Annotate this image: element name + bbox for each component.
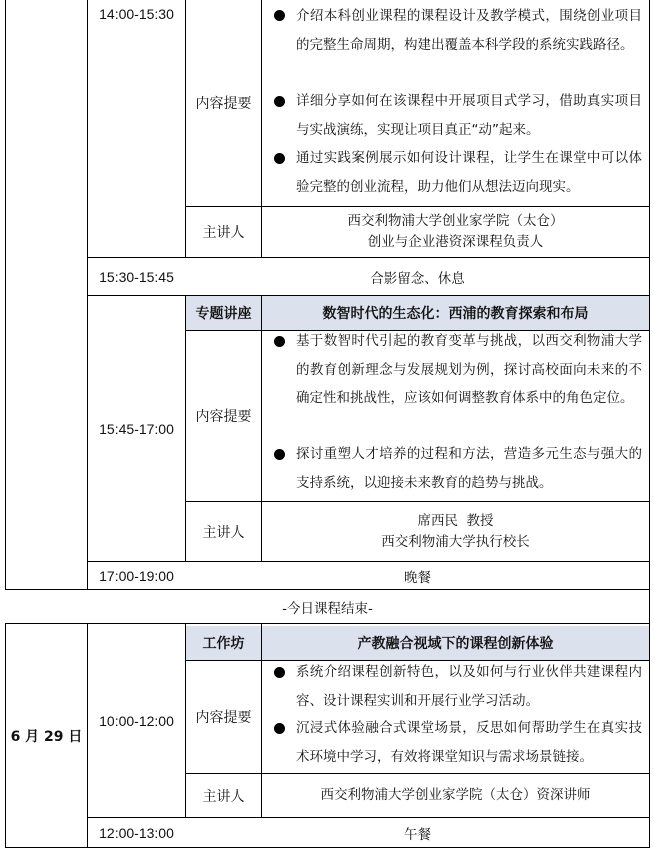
speaker-line: 西交利物浦大学创业家学院（太仓）资深讲师 [320, 787, 591, 803]
speaker-info [262, 502, 649, 561]
session-title: 产教融合视域下的课程创新体验 [357, 636, 554, 652]
time-slot: 10:00-12:00 [99, 712, 174, 729]
session-type: 专题讲座 [195, 306, 252, 322]
speaker-info [262, 207, 649, 257]
summary-bullet: 探讨重塑人才培养的过程和方法，营造多元生态与强大的支持系统，以迎接未来教育的趋势与挑战。 [296, 446, 642, 491]
activity: 合影留念、休息 [370, 270, 465, 287]
activity: 午餐 [404, 826, 431, 843]
time-slot: 15:45-17:00 [99, 420, 174, 437]
col-divider [5, 0, 6, 589]
session-type: 工作坊 [202, 636, 245, 652]
row-divider [5, 847, 650, 848]
bullet-dot [274, 10, 285, 21]
speaker-label: 主讲人 [202, 788, 245, 805]
summary-bullet: 沉浸式体验融合式课堂场景，反思如何帮助学生在真实技术环境中学习，有效将课堂知识与需求场景链接。 [296, 720, 642, 765]
speaker-info [262, 774, 649, 817]
bullet-dot [274, 723, 285, 734]
speaker-line: 席西民 教授 [417, 512, 494, 529]
content-summary-label: 内容提要 [195, 710, 252, 726]
activity: 晚餐 [404, 569, 431, 586]
content-summary-label: 内容提要 [195, 96, 252, 112]
bullet-dot [274, 336, 285, 347]
bullet-dot [274, 667, 285, 678]
session-title: 数智时代的生态化：西浦的教育探索和布局 [322, 306, 589, 322]
time-slot: 17:00-19:00 [99, 567, 174, 584]
col-divider [649, 0, 650, 848]
date-cell: 6 月 29 日 [10, 728, 83, 745]
speaker-label: 主讲人 [202, 225, 245, 241]
speaker-label: 主讲人 [202, 524, 245, 541]
bullet-dot [274, 153, 285, 164]
bullet-dot [274, 449, 285, 460]
summary-bullet: 系统介绍课程创新特色，以及如何与行业伙伴共建课程内容、设计课程实训和开展行业学习活动。 [296, 664, 642, 709]
speaker-line: 西交利物浦大学创业家学院（太仓） [347, 213, 564, 229]
day-end-note: -今日课程结束- [282, 600, 373, 617]
time-slot: 14:00-15:30 [99, 6, 174, 22]
time-slot: 15:30-15:45 [99, 268, 174, 285]
time-slot: 12:00-13:00 [99, 824, 174, 841]
content-summary-label: 内容提要 [195, 409, 252, 425]
speaker-line: 西交利物浦大学执行校长 [381, 533, 530, 550]
speaker-line: 创业与企业港资深课程负责人 [367, 234, 544, 250]
summary-bullet: 基于数智时代引起的教育变革与挑战，以西交利物浦大学的教育创新理念与发展规划为例，探讨高校面向未来的不确定性和挑战性，应该如何调整教育体系中的角色定位。 [296, 333, 642, 406]
summary-bullet: 通过实践案例展示如何设计课程，让学生在课堂中可以体验完整的创业流程，助力他们从想法迈向现实。 [296, 150, 642, 195]
summary-bullet: 详细分享如何在该课程中开展项目式学习，借助真实项目与实战演练，实现让项目真正“动”起来。 [296, 93, 642, 138]
bullet-dot [274, 96, 285, 107]
summary-bullet: 介绍本科创业课程的课程设计及教学模式，围绕创业项目的完整生命周期，构建出覆盖本科学段的系统实践路径。 [296, 8, 642, 53]
